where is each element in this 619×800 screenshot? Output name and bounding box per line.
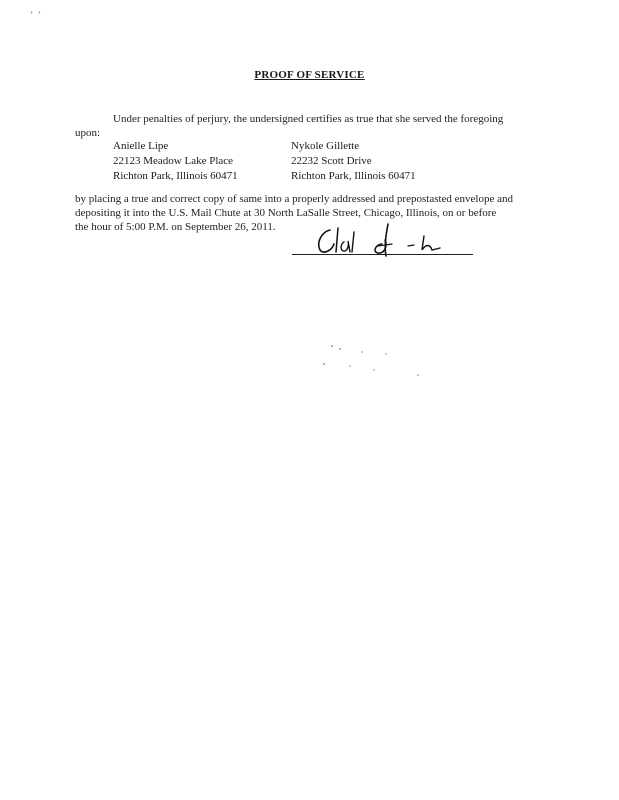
recipient-street: 22123 Meadow Lake Place — [113, 155, 234, 167]
body-line-1: by placing a true and correct copy of same into a properly addressed and prepostasted envelope and — [75, 193, 514, 205]
intro-line-1: Under penalties of perjury, the undersigned certifies as true that she served the foregoing — [113, 113, 504, 125]
corner-mark: ' ' — [31, 10, 43, 20]
recipient-address-1 — [113, 139, 238, 184]
intro-line-2: upon: — [75, 127, 101, 139]
body-line-2: depositing it into the U.S. Mail Chute at 30 North LaSalle Street, Chicago, Illinois, on or before — [75, 207, 497, 219]
recipient-name: Anielle Lipe — [113, 140, 169, 152]
recipient-address-2 — [291, 139, 416, 184]
recipient-street: 22232 Scott Drive — [291, 155, 372, 167]
signature — [312, 222, 462, 258]
document-title: PROOF OF SERVICE — [254, 69, 365, 81]
recipient-city: Richton Park, Illinois 60471 — [113, 170, 238, 182]
scan-noise — [310, 340, 430, 380]
body-line-3: the hour of 5:00 P.M. on September 26, 2011. — [75, 221, 276, 233]
recipient-city: Richton Park, Illinois 60471 — [291, 170, 416, 182]
signature-line — [292, 254, 473, 255]
recipient-name: Nykole Gillette — [291, 140, 360, 152]
